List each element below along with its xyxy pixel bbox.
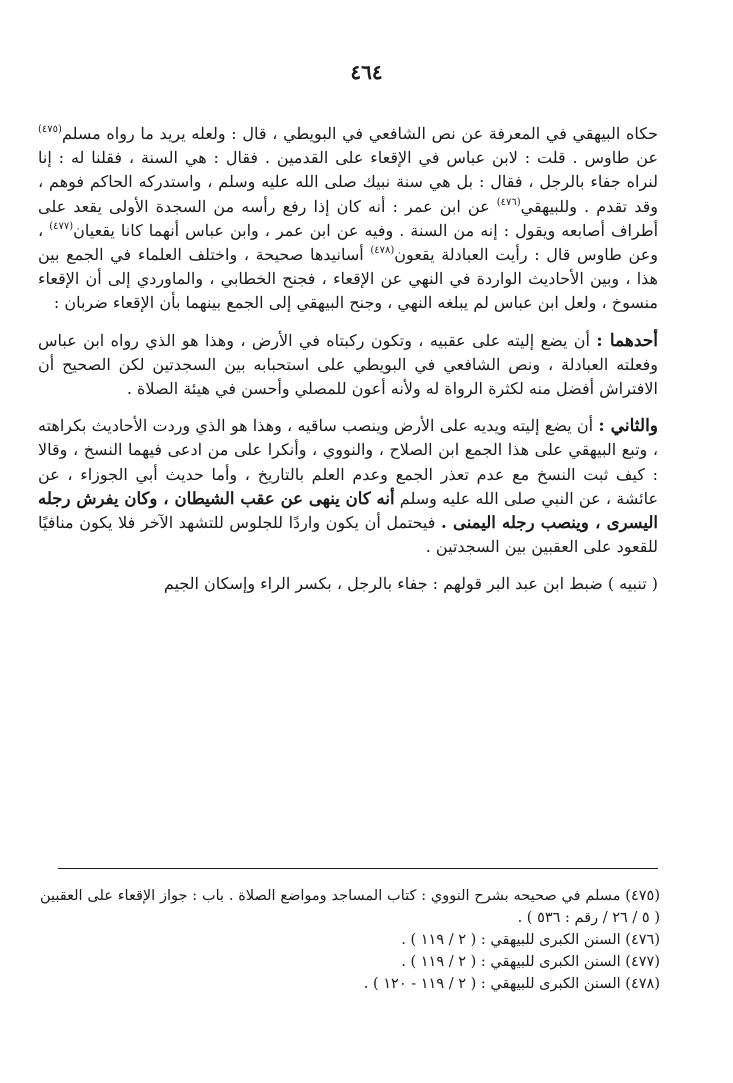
footnote-ref-478: (٤٧٨) [370, 245, 395, 257]
text-run: فيحتمل أن يكون واردًا للجلوس للتشهد الآخر فلا يكون منافيًا للقعود على العقبين بين السجدتين . [38, 513, 658, 557]
footnote-divider [58, 868, 658, 869]
text-run: حكاه البيهقي في المعرفة عن نص الشافعي في البويطي ، قال : ولعله يريد ما رواه مسلم [61, 124, 658, 143]
text-run: عن ابن عمر : أنه كان إذا رفع رأسه من السجدة الأولى يقعد على أطراف أصابعه ويقول : إنه من السنة . وفيه عن ابن عمر ، وابن عباس أنهما كانا يقعيان [38, 196, 659, 240]
text-run: أن يضع إليته على عقبيه ، وتكون ركبتاه في الأرض ، وهذا هو الذي رواه ابن عباس وفعلته العبادلة ، ونص الشافعي في البويطي على استحبابه بين السجدتين لكن الصحيح أن الافتراش أفضل منه لكثرة الرواة له ولأنه أعون للمصلي وأحسن في هيئة الصلاة . [38, 330, 658, 399]
page-number: ٤٦٤ [350, 60, 383, 84]
footnote-475: (٤٧٥) مسلم في صحيحه بشرح النووي : كتاب المساجد ومواضع الصلاة . باب : جواز الإقعاء على العقبين ( ٥ / ٢٦ / رقم : ٥٣٦ ) . [40, 888, 660, 926]
footnote-ref-475: (٤٧٥) [38, 124, 62, 135]
text-run: ( تنبيه ) ضبط ابن عبد البر قولهم : جفاء بالرجل ، بكسر الراء وإسكان الجيم [163, 574, 658, 594]
text-run: عن طاوس . قلت : لابن عباس في الإقعاء على القدمين . فقال : هي السنة ، فقلنا له : إنا لنراه جفاء بالرجل ، فقال : بل هي سنة نبيك صلى الله عليه وسلم ، واستدركه الحاكم فوهم ، وقد تقدم . وللبيهقي [38, 148, 659, 216]
hadith-quote: أنه كان ينهى عن عقب الشيطان ، وكان يفرش رجله اليسرى ، وينصب رجله اليمنى . [38, 488, 658, 533]
footnote-ref-477: (٤٧٧) [49, 220, 74, 232]
footnote-ref-476: (٤٧٦) [496, 196, 521, 208]
paragraph-intro [38, 122, 658, 316]
main-text [38, 122, 658, 597]
paragraph-second-kind [38, 414, 658, 559]
paragraph-note [38, 572, 658, 596]
text-run: أن يضع إليته ويديه على الأرض وينصب ساقيه ، وهذا هو الذي وردت الأحاديث بكراهته ، وتبع البيهقي على هذا الجمع ابن الصلاح ، والنووي ، وأنكرا على من ادعى فيهما النسخ ، وقالا : كيف ثبت النسخ مع عدم تعذر الجمع وعدم العلم بالتاريخ ، وأما حديث أبي الجوزاء ، عن عائشة ، عن النبي صلى الله عليه وسلم [38, 416, 658, 508]
footnote-478: (٤٧٨) السنن الكبرى للبيهقي : ( ٢ / ١١٩ - ١٢٠ ) . [363, 976, 660, 992]
text-run: أسانيدها صحيحة ، واختلف العلماء في الجمع بين هذا ، وبين الأحاديث الواردة في النهي عن الإقعاء ، فجنح الخطابي ، والماوردي إلى أن الإقعاء منسوخ ، ولعل ابن عباس لم يبلغه النهي ، وجنح البيهقي إلى الجمع بينهما بأن الإقعاء ضربان : [38, 245, 658, 313]
paragraph-first-kind [38, 329, 658, 402]
lead-label-first: أحدهما : [596, 330, 658, 351]
footnotes [40, 885, 660, 995]
footnote-477: (٤٧٧) السنن الكبرى للبيهقي : ( ٢ / ١١٩ ) . [401, 954, 660, 970]
text-run: ، وعن طاوس قال : رأيت العبادلة يقعون [38, 220, 659, 265]
lead-label-second: والثاني : [598, 416, 658, 437]
footnote-476: (٤٧٦) السنن الكبرى للبيهقي : ( ٢ / ١١٩ ) . [401, 932, 660, 948]
